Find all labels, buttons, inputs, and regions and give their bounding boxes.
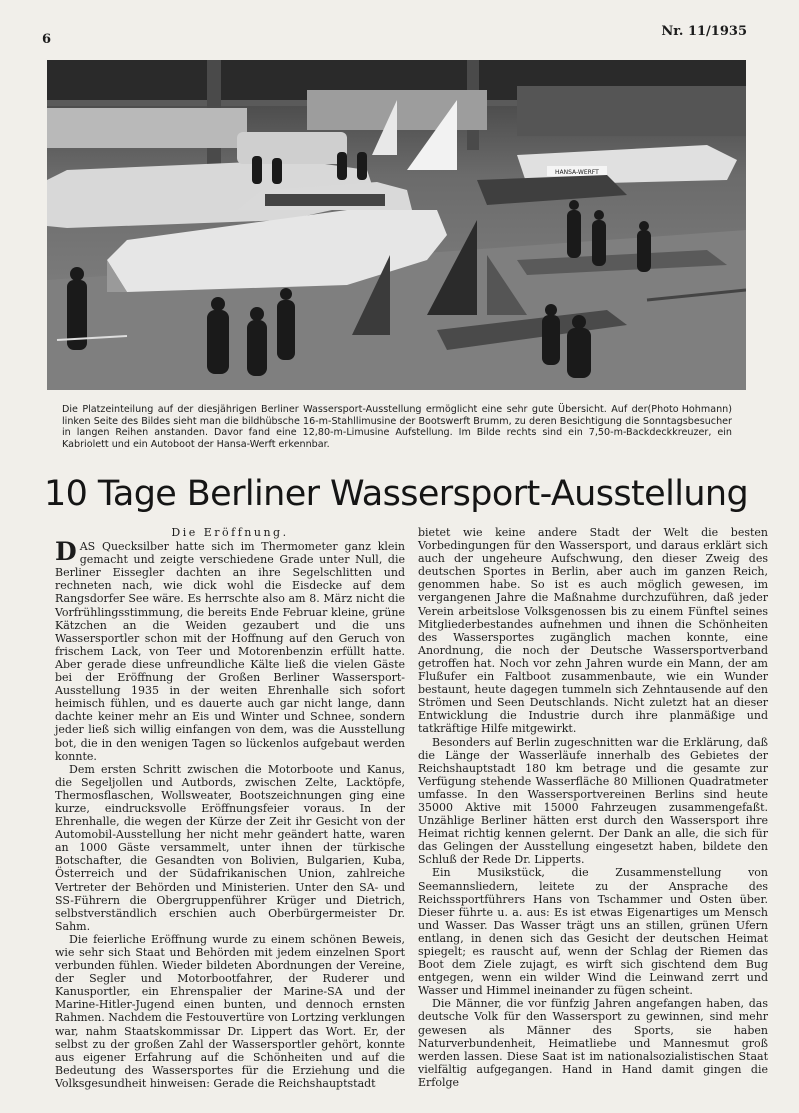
article-left-column [55, 526, 405, 1090]
page-number: 6 [42, 32, 52, 47]
hansa-werft-hull-label: HANSA-WERFT [555, 169, 599, 176]
article-paragraph: bietet wie keine andere Stadt der Welt die besten Vorbedingungen für den Wassersport, und daraus erklärt sich auch der ungeheure Aufschwung, den dieser Zweig des deutschen Sportes in Berlin, aber auch im ganzen Reich, genommen habe. So ist es auch möglich gewesen, im vergangenen Jahre die Maßnahme durchzuführen, daß jeder Verein arbeitslose Volksgenossen bis zu einem Fünftel seines Mitgliederbestandes aufnehmen und ihnen die Schönheiten des Wassersportes zugänglich machen konnte, eine Anordnung, die noch der Deutsche Wassersportverband getroffen hat. Noch vor zehn Jahren wurde ein Mann, der am Flußufer ein Faltboot zusammenbaute, wie ein Wunder bestaunt, heute dagegen tummeln sich Zehntausende auf den Strömen und Seen Deutschlands. Nicht zuletzt hat an dieser Entwicklung die Industrie durch ihre planmäßige und tatkräftige Hilfe mitgewirkt. [418, 526, 768, 736]
photo-caption [62, 404, 732, 450]
article-paragraph: Dem ersten Schritt zwischen die Motorboote und Kanus, die Segeljollen und Autbords, zwischen Zelte, Lacktöpfe, Thermosflaschen, Wollsweater, Bootszeichnungen ging eine kurze, eindrucksvolle Eröffnungsfeier voraus. In der Ehrenhalle, die wegen der Kürze der Zeit ihr Gesicht von der Automobil-Ausstellung her nicht mehr geändert hatte, waren an 1000 Gäste versammelt, unter ihnen der türkische Botschafter, die Gesandten von Bolivien, Bulgarien, Kuba, Österreich und der Südafrikanischen Union, zahlreiche Vertreter der Behörden und Ministerien. Unter den SA- und SS-Führern die Obergruppenführer Krüger und Dietrich, selbstverständlich erschien auch Oberbürgermeister Dr. Sahm. [55, 762, 405, 933]
section-subhead: Die Eröffnung. [171, 526, 289, 539]
article-paragraph: Die feierliche Eröffnung wurde zu einem schönen Beweis, wie sehr sich Staat und Behörden mit jedem einzelnen Sport verbunden fühlen. Wieder bildeten Abordnungen der Vereine, der Segler und Motorbootfahrer, der Ruderer und Kanusportler, ein Ehrenspalier der Marine-SA und der Marine-Hitler-Jugend einen bunten, und dennoch ernsten Rahmen. Nachdem die Festouvertüre von Lortzing verklungen war, nahm Staatskommissar Dr. Lippert das Wort. Er, der selbst zu der großen Zahl der Wassersportler gehört, konnte aus eigener Erfahrung auf die Schönheiten und auf die Bedeutung des Wassersportes für die Erziehung und die Volksgesundheit hinweisen: Gerade die Reichshauptstadt [55, 932, 405, 1090]
drop-cap: D [55, 537, 77, 567]
exhibition-hall-photo [47, 60, 746, 390]
article-paragraph: Ein Musikstück, die Zusammenstellung von Seemannsliedern, leitete zu der Ansprache des Reichssportführers Hans von Tschammer und Osten über. Dieser führte u. a. aus: Es ist etwas Eigenartiges um Mensch und Wasser. Das Wasser trägt uns an stillen, grünen Ufern entlang, in denen sich das Gesicht der deutschen Heimat spiegelt; es rauscht auf, wenn der Schlag der Riemen das Boot dem Ziele zujagt, es wirft sich gischtend dem Bug entgegen, wenn ein wilder Wind die Leinwand zerrt und Wasser und Himmel ineinander zu fügen scheint. [418, 866, 768, 998]
article-paragraph: DAS Quecksilber hatte sich im Thermometer ganz klein gemacht und zeigte verschiedene Grade unter Null, die Berliner Eissegler dachten an ihre Segelschlitten und rechneten nach, wie dick wohl die Eisdecke auf dem Rangsdorfer See wäre. Es herrschte also am 8. März nicht die Vorfrühlingsstimmung, die bereits Ende Februar kleine, grüne Kätzchen an die Weiden gezaubert und die uns Wassersportler schon mit der Hoffnung auf den Geruch von frischem Lack, von Teer und Motorenbenzin erfüllt hatte. Aber gerade diese unfreundliche Kälte ließ die vielen Gäste bei der Eröffnung der Großen Berliner Wassersport-Ausstellung 1935 in der weiten Ehrenhalle sich sofort heimisch fühlen, und es dauerte auch gar nicht lange, dann dachte keiner mehr an Eis und Winter und Schnee, sondern jeder ließ sich willig einfangen von dem, was die Ausstellung bot, die in den wenigen Tagen so lückenlos aufgebaut werden konnte. [55, 537, 405, 763]
article-title: 10 Tage Berliner Wassersport-Ausstellung [44, 474, 749, 514]
caption-text: Die Platzeinteilung auf der diesjährigen Berliner Wassersport-Ausstellung ermöglicht eine sehr gute Übersicht. Auf der linken Seite des Bildes sieht man die bildhübsche 16-m-Stahllimusine der Bootswerft Brumm, zu deren Besichtigung die Sonntagsbesucher in langen Reihen anstanden. Davor fand eine 12,80-m-Limusine Aufstellung. Im Bilde rechts sind ein 7,50-m-Backdeckkreuzer, ein Kabriolett und ein Autoboot der Hansa-Werft erkennbar. [62, 404, 732, 450]
photo-credit: (Photo Hohmann) [647, 404, 732, 415]
article-paragraph: Die Männer, die vor fünfzig Jahren angefangen haben, das deutsche Volk für den Wassersport zu gewinnen, sind mehr gewesen als Männer des Sports, sie haben Naturverbundenheit, Heimatliebe und Mannesmut groß werden lassen. Diese Saat ist im nationalsozialistischen Staat vielfältig aufgegangen. Hand in Hand damit gingen die Erfolge [418, 997, 768, 1089]
article-paragraph: Besonders auf Berlin zugeschnitten war die Erklärung, daß die Länge der Wasserläufe innerhalb des Gebietes der Reichshauptstadt 180 km betrage und die gesamte zur Verfügung stehende Wasserfläche 80 Millionen Quadratmeter umfasse. In den Wassersportvereinen Berlins sind heute 35000 Aktive mit 15000 Fahrzeugen zusammengefaßt. Unzählige Berliner hätten erst durch den Wassersport ihre Heimat richtig kennen gelernt. Der Dank an alle, die sich für das Gelingen der Ausstellung eingesetzt haben, bildete den Schluß der Rede Dr. Lipperts. [418, 735, 768, 867]
photo-illustration [47, 60, 746, 390]
issue-number: Nr. 11/1935 [661, 24, 747, 39]
article-right-column [418, 526, 768, 1089]
